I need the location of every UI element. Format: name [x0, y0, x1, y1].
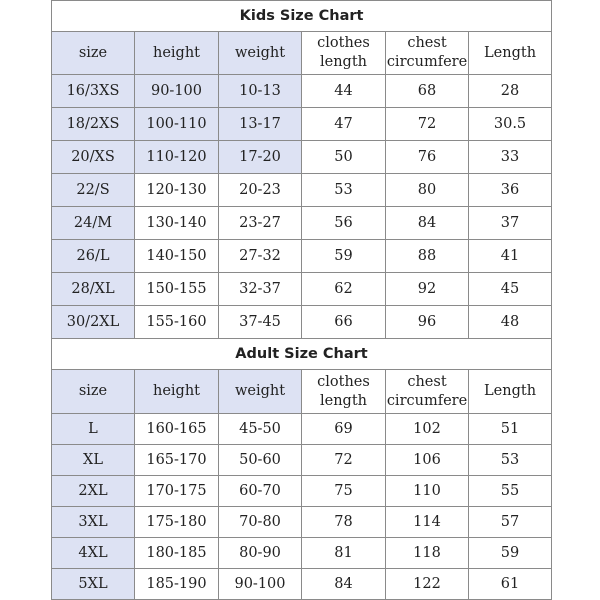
kids-table-cell: 18/2XS: [52, 108, 135, 141]
kids-column-header: weight: [219, 32, 302, 75]
kids-table-cell: 50: [302, 141, 386, 174]
adult-table-row: [52, 476, 552, 507]
kids-table-cell: 72: [386, 108, 469, 141]
kids-table-cell: 68: [386, 75, 469, 108]
adult-table-row: [52, 445, 552, 476]
adult-table-cell: 165-170: [135, 445, 219, 476]
adult-table-row: [52, 569, 552, 600]
kids-table-cell: 10-13: [219, 75, 302, 108]
adult-column-header: clothes length: [302, 370, 386, 414]
adult-table-cell: 122: [386, 569, 469, 600]
kids-table-row: [52, 75, 552, 108]
adult-column-header: weight: [219, 370, 302, 414]
kids-table-cell: 41: [469, 240, 552, 273]
adult-table-cell: 81: [302, 538, 386, 569]
kids-table-cell: 53: [302, 174, 386, 207]
adult-table-cell: 84: [302, 569, 386, 600]
adult-table-cell: 59: [469, 538, 552, 569]
adult-title-row: [52, 339, 552, 370]
kids-table-cell: 33: [469, 141, 552, 174]
adult-table-cell: 2XL: [52, 476, 135, 507]
kids-table-cell: 76: [386, 141, 469, 174]
kids-table-cell: 56: [302, 207, 386, 240]
kids-column-header: size: [52, 32, 135, 75]
kids-table-row: [52, 108, 552, 141]
kids-table-cell: 28/XL: [52, 273, 135, 306]
size-chart-sheet: [51, 0, 551, 600]
adult-table-cell: 160-165: [135, 414, 219, 445]
adult-table-row: [52, 538, 552, 569]
adult-table-cell: 5XL: [52, 569, 135, 600]
kids-table-cell: 27-32: [219, 240, 302, 273]
kids-table-cell: 45: [469, 273, 552, 306]
kids-table-cell: 13-17: [219, 108, 302, 141]
adult-table-cell: 170-175: [135, 476, 219, 507]
adult-table-cell: 185-190: [135, 569, 219, 600]
kids-table-row: [52, 174, 552, 207]
adult-table-cell: 102: [386, 414, 469, 445]
adult-table-cell: 110: [386, 476, 469, 507]
kids-table-cell: 155-160: [135, 306, 219, 339]
adult-table-cell: 114: [386, 507, 469, 538]
adult-table-cell: 51: [469, 414, 552, 445]
kids-table-row: [52, 273, 552, 306]
adult-table-cell: 57: [469, 507, 552, 538]
kids-table-cell: 22/S: [52, 174, 135, 207]
kids-table-cell: 100-110: [135, 108, 219, 141]
adult-header-row: [52, 370, 552, 414]
adult-table-cell: 80-90: [219, 538, 302, 569]
adult-table-cell: 70-80: [219, 507, 302, 538]
adult-table-cell: 180-185: [135, 538, 219, 569]
kids-table-row: [52, 207, 552, 240]
adult-table-cell: 72: [302, 445, 386, 476]
kids-table-row: [52, 306, 552, 339]
kids-table-cell: 44: [302, 75, 386, 108]
adult-table-cell: 55: [469, 476, 552, 507]
kids-table-cell: 59: [302, 240, 386, 273]
adult-table-row: [52, 507, 552, 538]
adult-table-cell: 60-70: [219, 476, 302, 507]
adult-column-header: size: [52, 370, 135, 414]
adult-table-cell: L: [52, 414, 135, 445]
adult-table-cell: 90-100: [219, 569, 302, 600]
kids-table-cell: 110-120: [135, 141, 219, 174]
kids-table-cell: 47: [302, 108, 386, 141]
kids-title-row: [52, 1, 552, 32]
kids-table-cell: 16/3XS: [52, 75, 135, 108]
adult-table-cell: 45-50: [219, 414, 302, 445]
adult-table-cell: 106: [386, 445, 469, 476]
kids-table-cell: 32-37: [219, 273, 302, 306]
adult-chart-title: Adult Size Chart: [52, 339, 552, 370]
kids-table-cell: 66: [302, 306, 386, 339]
kids-table-cell: 130-140: [135, 207, 219, 240]
kids-column-header: height: [135, 32, 219, 75]
kids-table-cell: 92: [386, 273, 469, 306]
kids-table-row: [52, 141, 552, 174]
kids-column-header: clothes length: [302, 32, 386, 75]
kids-column-header: Length: [469, 32, 552, 75]
kids-table-cell: 48: [469, 306, 552, 339]
adult-table-cell: 175-180: [135, 507, 219, 538]
kids-header-row: [52, 32, 552, 75]
kids-table-cell: 88: [386, 240, 469, 273]
kids-table-cell: 26/L: [52, 240, 135, 273]
adult-table-cell: 75: [302, 476, 386, 507]
kids-table-cell: 96: [386, 306, 469, 339]
kids-table-cell: 20-23: [219, 174, 302, 207]
kids-table-cell: 120-130: [135, 174, 219, 207]
adult-table-cell: 3XL: [52, 507, 135, 538]
adult-table-row: [52, 414, 552, 445]
kids-table-cell: 30/2XL: [52, 306, 135, 339]
adult-table-cell: 61: [469, 569, 552, 600]
kids-table-cell: 84: [386, 207, 469, 240]
kids-table-cell: 23-27: [219, 207, 302, 240]
kids-table-cell: 140-150: [135, 240, 219, 273]
kids-table-cell: 17-20: [219, 141, 302, 174]
adult-table-cell: 4XL: [52, 538, 135, 569]
kids-table-cell: 90-100: [135, 75, 219, 108]
kids-table-cell: 150-155: [135, 273, 219, 306]
adult-table-cell: 78: [302, 507, 386, 538]
adult-table-cell: 53: [469, 445, 552, 476]
adult-table-cell: 50-60: [219, 445, 302, 476]
kids-table-cell: 28: [469, 75, 552, 108]
kids-chart-title: Kids Size Chart: [52, 1, 552, 32]
adult-column-header: height: [135, 370, 219, 414]
kids-table-cell: 37-45: [219, 306, 302, 339]
kids-table-cell: 80: [386, 174, 469, 207]
kids-table-row: [52, 240, 552, 273]
kids-table-cell: 30.5: [469, 108, 552, 141]
kids-table-cell: 62: [302, 273, 386, 306]
adult-table-cell: XL: [52, 445, 135, 476]
kids-table-cell: 37: [469, 207, 552, 240]
adult-column-header: chest circumfere: [386, 370, 469, 414]
kids-column-header: chest circumfere: [386, 32, 469, 75]
adult-table-cell: 69: [302, 414, 386, 445]
kids-table-cell: 20/XS: [52, 141, 135, 174]
adult-table-cell: 118: [386, 538, 469, 569]
size-chart-table: [51, 0, 552, 600]
adult-column-header: Length: [469, 370, 552, 414]
kids-table-cell: 24/M: [52, 207, 135, 240]
kids-table-cell: 36: [469, 174, 552, 207]
